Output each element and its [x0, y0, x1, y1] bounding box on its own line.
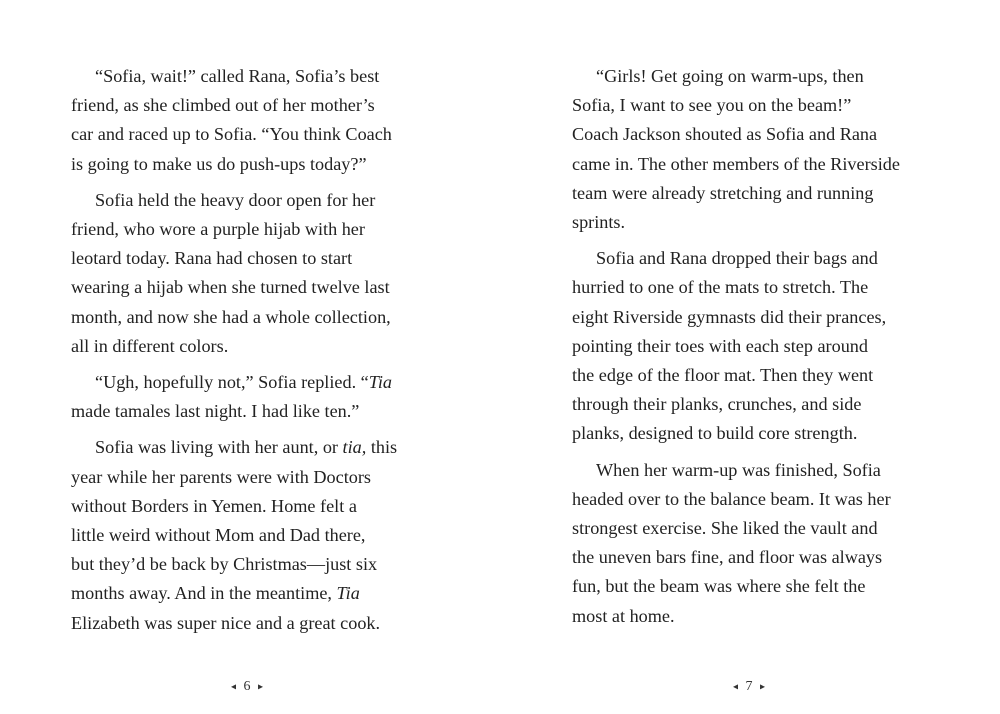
- left-page: [71, 62, 431, 645]
- text-line: wearing a hijab when she turned twelve last: [71, 277, 390, 298]
- text-line: “Sofia, wait!” called Rana, Sofia’s best: [95, 66, 380, 86]
- text-line: leotard today. Rana had chosen to start: [71, 248, 353, 269]
- right-page-number: [733, 679, 767, 695]
- text-line: Elizabeth was super nice and a great cook.: [71, 612, 381, 633]
- text-line: most at home.: [572, 605, 675, 626]
- text-line: Sofia was living with her aunt, or tia, this: [95, 437, 398, 458]
- text-line: the edge of the floor mat. Then they went: [572, 365, 874, 386]
- text-line: strongest exercise. She liked the vault and: [572, 518, 878, 539]
- folio-ornament-right-icon: ▸: [760, 681, 768, 693]
- text-line: Sofia held the heavy door open for her: [95, 189, 376, 210]
- text-line: but they’d be back by Christmas—just six: [71, 554, 378, 575]
- text-line: pointing their toes with each step around: [572, 335, 868, 356]
- text-line: planks, designed to build core strength.: [572, 423, 858, 444]
- paragraph: [572, 456, 932, 631]
- paragraph: [71, 433, 431, 637]
- text-line: Sofia and Rana dropped their bags and: [596, 248, 878, 269]
- text-line: fun, but the beam was where she felt the: [572, 576, 866, 597]
- folio-ornament-left-icon: ◂: [231, 681, 239, 693]
- text-line: Sofia, I want to see you on the beam!”: [572, 95, 852, 116]
- page-number-text: 7: [745, 679, 755, 694]
- text-line: the uneven bars fine, and floor was always: [572, 547, 883, 568]
- paragraph: [572, 244, 932, 448]
- text-line: year while her parents were with Doctors: [71, 466, 371, 487]
- paragraph: [572, 62, 932, 237]
- text-line: came in. The other members of the Riverside: [572, 153, 900, 174]
- text-line: little weird without Mom and Dad there,: [71, 525, 366, 546]
- text-line: month, and now she had a whole collection,: [71, 306, 391, 327]
- text-line: When her warm-up was finished, Sofia: [596, 459, 881, 480]
- text-line: “Ugh, hopefully not,” Sofia replied. “Tia: [95, 372, 393, 393]
- text-line: headed over to the balance beam. It was her: [572, 488, 891, 509]
- page-number-text: 6: [243, 679, 253, 694]
- text-line: all in different colors.: [71, 335, 229, 356]
- left-page-number: [231, 679, 265, 695]
- right-page: [572, 62, 932, 638]
- folio-ornament-right-icon: ▸: [258, 681, 266, 693]
- folio-ornament-left-icon: ◂: [733, 681, 741, 693]
- text-line: friend, who wore a purple hijab with her: [71, 219, 365, 240]
- text-line: without Borders in Yemen. Home felt a: [71, 495, 357, 516]
- text-line: “Girls! Get going on warm-ups, then: [596, 66, 864, 86]
- text-line: hurried to one of the mats to stretch. The: [572, 277, 869, 298]
- text-line: months away. And in the meantime, Tia: [71, 583, 360, 604]
- text-line: car and raced up to Sofia. “You think Coach: [71, 124, 392, 145]
- text-line: Coach Jackson shouted as Sofia and Rana: [572, 124, 878, 145]
- text-line: team were already stretching and running: [572, 182, 874, 203]
- text-line: eight Riverside gymnasts did their prances,: [572, 306, 887, 327]
- text-line: is going to make us do push-ups today?”: [71, 153, 367, 174]
- text-line: sprints.: [572, 212, 626, 233]
- text-line: made tamales last night. I had like ten.”: [71, 401, 360, 422]
- paragraph: [71, 186, 431, 361]
- paragraph: [71, 368, 431, 426]
- text-line: through their planks, crunches, and side: [572, 394, 862, 415]
- text-line: friend, as she climbed out of her mother’s: [71, 95, 375, 116]
- paragraph: [71, 62, 431, 179]
